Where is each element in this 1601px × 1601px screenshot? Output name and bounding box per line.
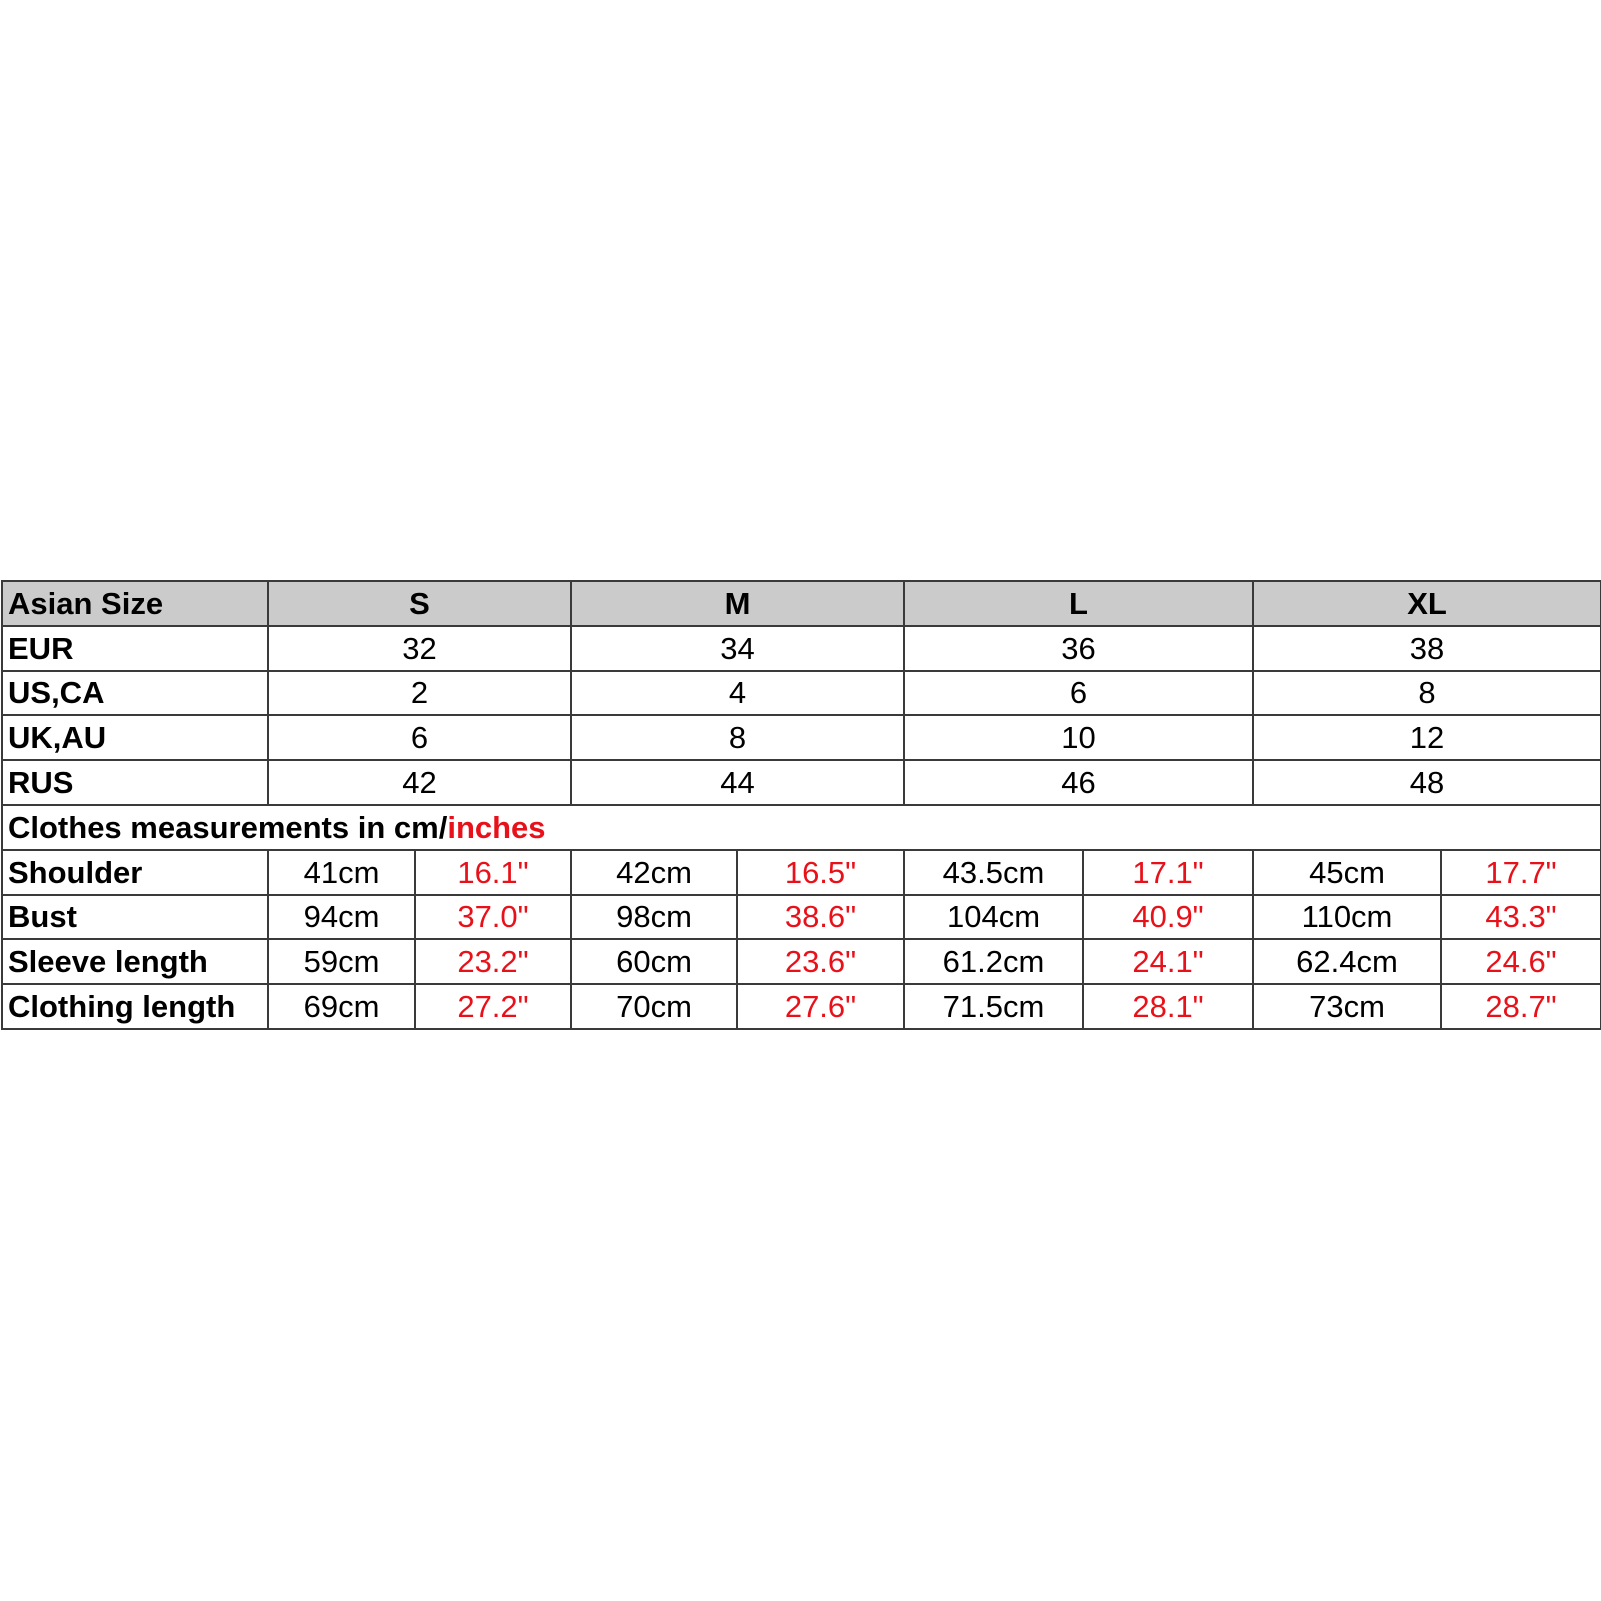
table-cell: 44: [571, 760, 904, 805]
section-title: [2, 805, 1601, 850]
row-label: Clothing length: [2, 984, 268, 1029]
row-label: UK,AU: [2, 715, 268, 760]
cm-cell: 71.5cm: [904, 984, 1083, 1029]
cm-cell: 104cm: [904, 895, 1083, 940]
table-cell: 34: [571, 626, 904, 671]
table-row: [2, 626, 1601, 671]
table-cell: 8: [571, 715, 904, 760]
row-label: Bust: [2, 895, 268, 940]
cm-cell: 61.2cm: [904, 939, 1083, 984]
table-cell: 2: [268, 671, 571, 716]
table-cell: 46: [904, 760, 1253, 805]
inch-cell: 24.6": [1441, 939, 1601, 984]
cm-cell: 41cm: [268, 850, 415, 895]
row-label: US,CA: [2, 671, 268, 716]
table-row: [2, 715, 1601, 760]
inch-cell: 38.6": [737, 895, 904, 940]
table-cell: 10: [904, 715, 1253, 760]
cm-cell: 59cm: [268, 939, 415, 984]
table-cell: 32: [268, 626, 571, 671]
section-title-suffix: inches: [447, 809, 546, 845]
inch-cell: 27.6": [737, 984, 904, 1029]
inch-cell: 16.5": [737, 850, 904, 895]
table-row: [2, 671, 1601, 716]
table-cell: 4: [571, 671, 904, 716]
cm-cell: 73cm: [1253, 984, 1441, 1029]
inch-cell: 27.2": [415, 984, 571, 1029]
cm-cell: 42cm: [571, 850, 737, 895]
size-l-header: L: [904, 581, 1253, 626]
inch-cell: 43.3": [1441, 895, 1601, 940]
row-label: RUS: [2, 760, 268, 805]
inch-cell: 37.0": [415, 895, 571, 940]
size-s-header: S: [268, 581, 571, 626]
table-row: [2, 984, 1601, 1029]
header-row: [2, 581, 1601, 626]
table-cell: 42: [268, 760, 571, 805]
inch-cell: 16.1": [415, 850, 571, 895]
inch-cell: 28.7": [1441, 984, 1601, 1029]
cm-cell: 60cm: [571, 939, 737, 984]
table-row: [2, 939, 1601, 984]
cm-cell: 110cm: [1253, 895, 1441, 940]
table-row: [2, 850, 1601, 895]
header-label: Asian Size: [2, 581, 268, 626]
inch-cell: 40.9": [1083, 895, 1253, 940]
table-cell: 6: [904, 671, 1253, 716]
section-row: [2, 805, 1601, 850]
table-row: [2, 895, 1601, 940]
cm-cell: 69cm: [268, 984, 415, 1029]
inch-cell: 23.2": [415, 939, 571, 984]
size-xl-header: XL: [1253, 581, 1601, 626]
row-label: EUR: [2, 626, 268, 671]
section-title-prefix: Clothes measurements in cm/: [8, 809, 448, 845]
table-cell: 12: [1253, 715, 1601, 760]
row-label: Sleeve length: [2, 939, 268, 984]
table-cell: 8: [1253, 671, 1601, 716]
row-label: Shoulder: [2, 850, 268, 895]
cm-cell: 43.5cm: [904, 850, 1083, 895]
inch-cell: 23.6": [737, 939, 904, 984]
cm-cell: 45cm: [1253, 850, 1441, 895]
size-m-header: M: [571, 581, 904, 626]
inch-cell: 28.1": [1083, 984, 1253, 1029]
cm-cell: 62.4cm: [1253, 939, 1441, 984]
inch-cell: 17.7": [1441, 850, 1601, 895]
inch-cell: 17.1": [1083, 850, 1253, 895]
table-cell: 6: [268, 715, 571, 760]
inch-cell: 24.1": [1083, 939, 1253, 984]
cm-cell: 94cm: [268, 895, 415, 940]
table-cell: 48: [1253, 760, 1601, 805]
table-row: [2, 760, 1601, 805]
table-cell: 38: [1253, 626, 1601, 671]
table-cell: 36: [904, 626, 1253, 671]
cm-cell: 98cm: [571, 895, 737, 940]
size-chart-table: [1, 580, 1601, 1030]
cm-cell: 70cm: [571, 984, 737, 1029]
